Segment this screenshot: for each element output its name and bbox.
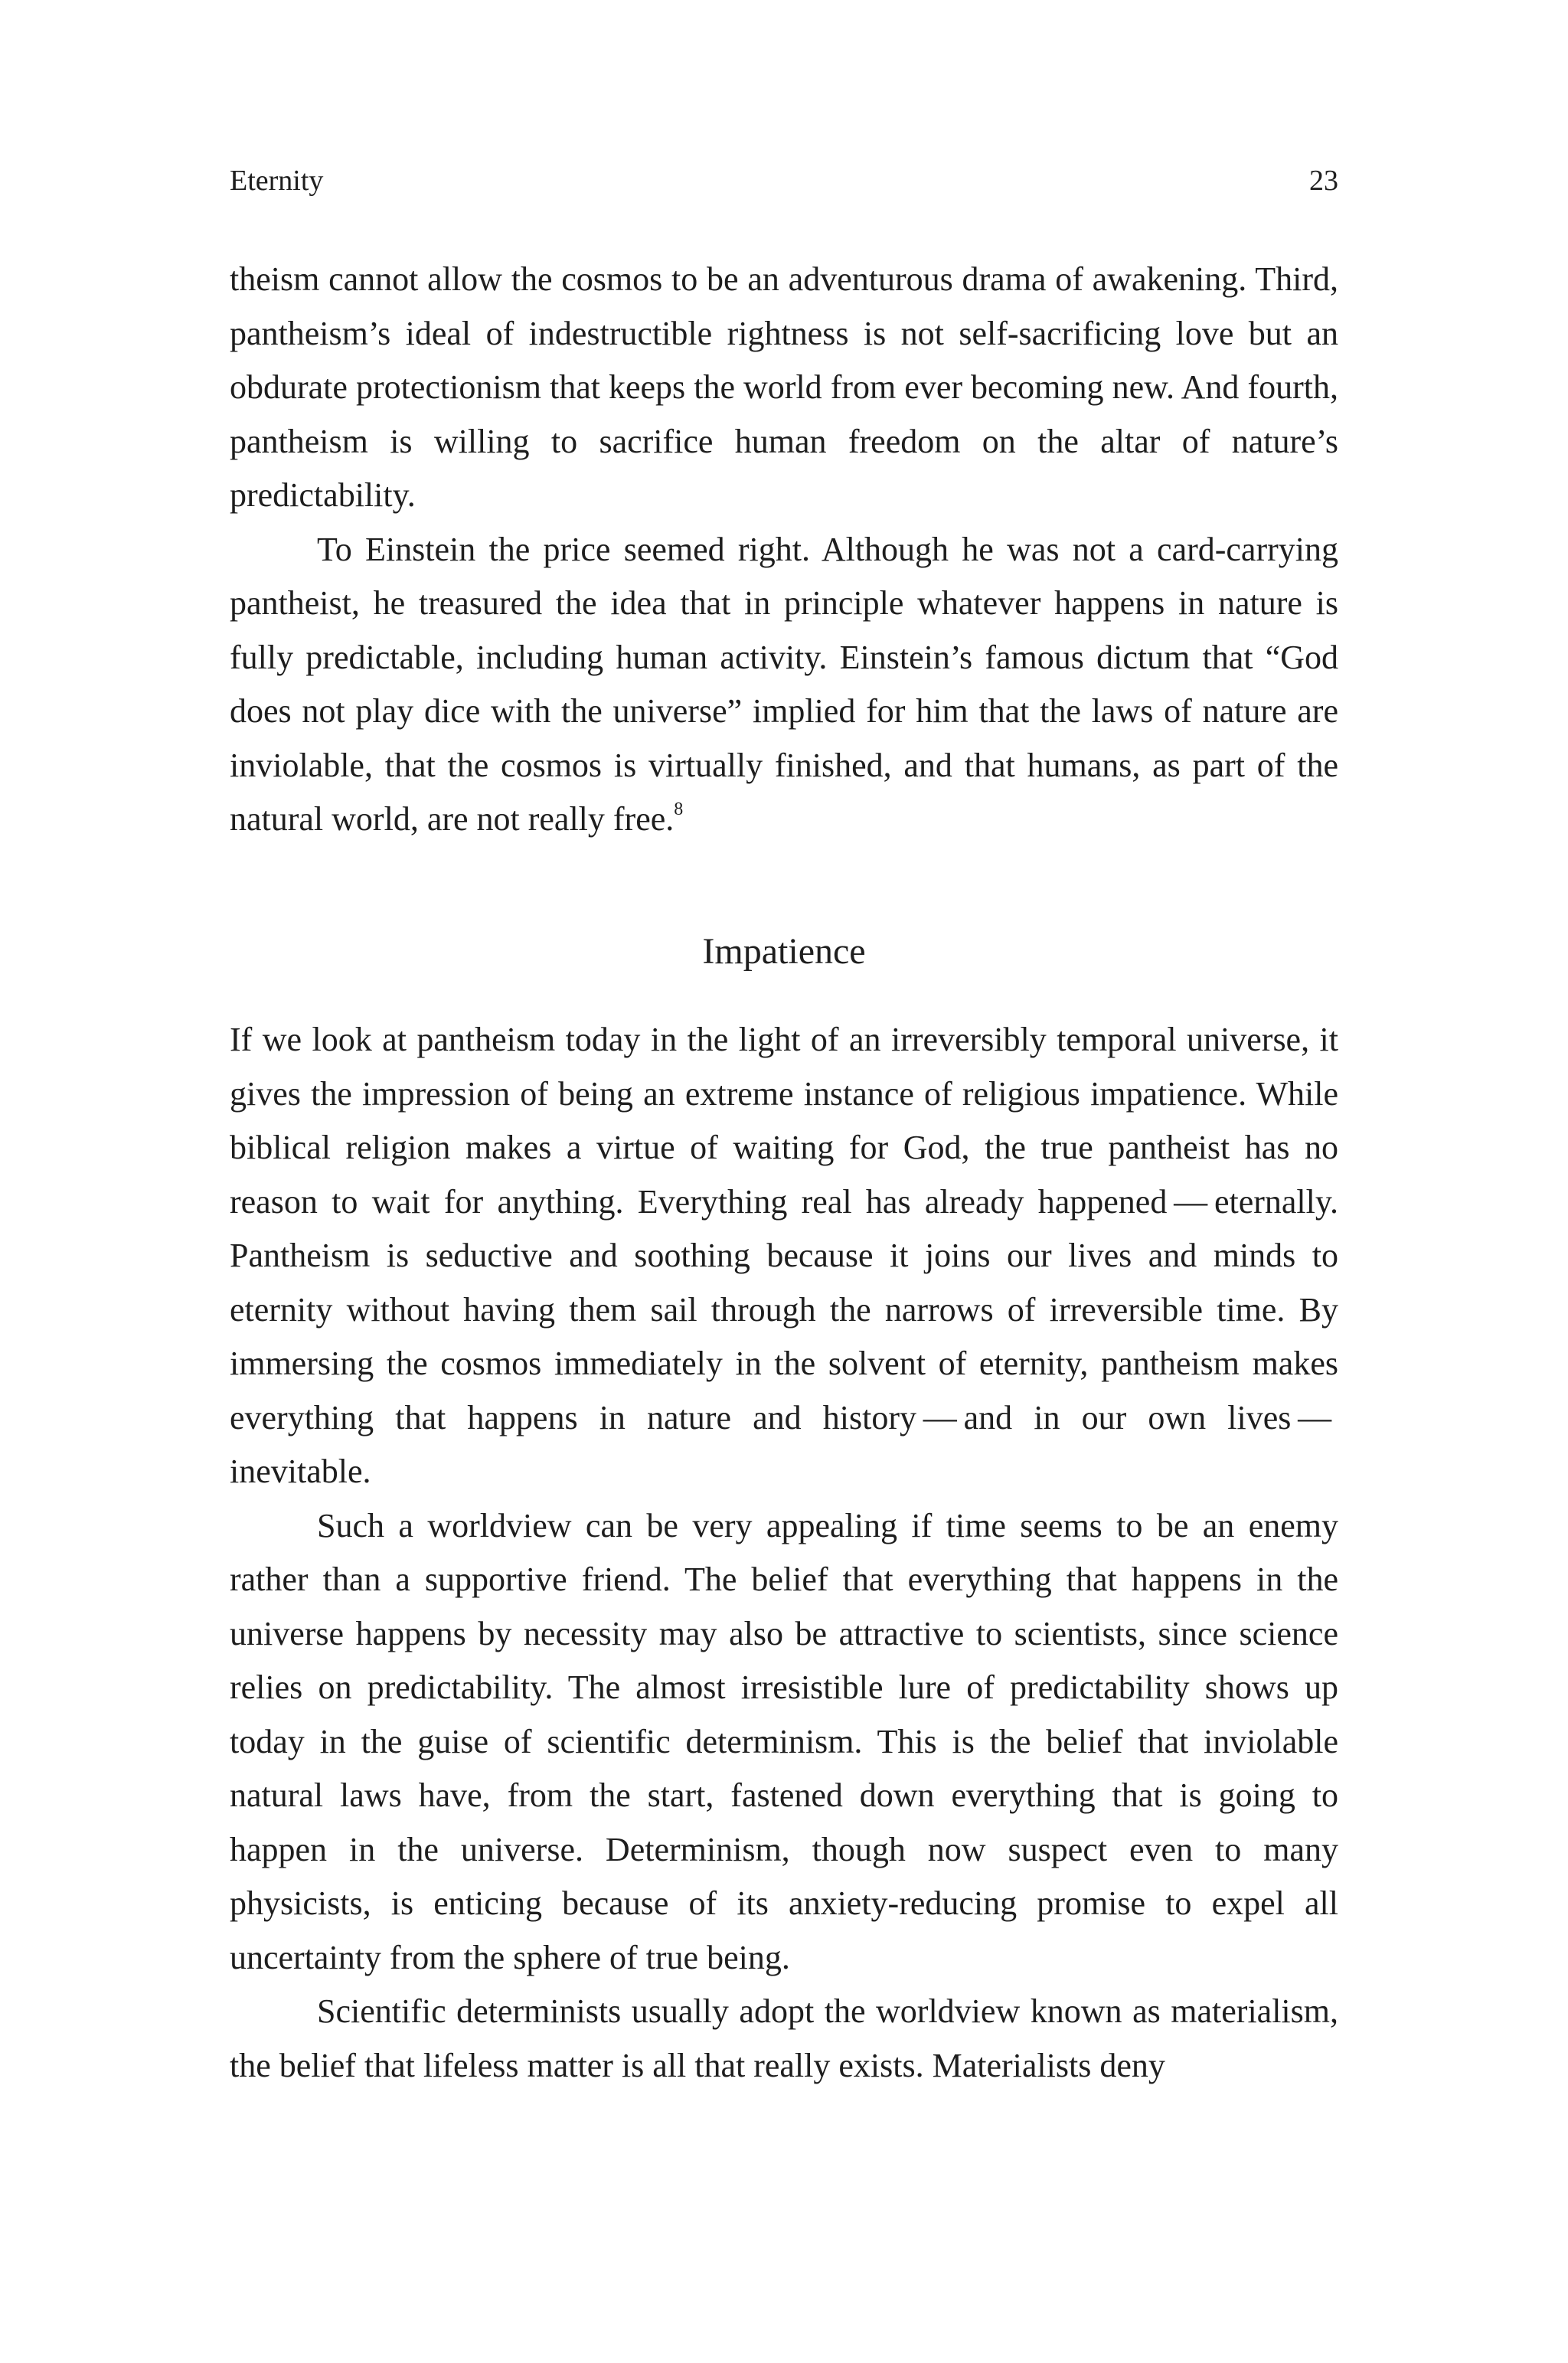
paragraph-continuation xyxy=(230,253,1338,523)
paragraph-text: To Einstein the price seemed right. Although he was not a card-carrying pantheist, he treasured the idea that in principle whatever happens in nature is fully predictable, including human activity. Einstein’s famous dictum that “God does not play dice with the universe” implied for him that the laws of nature are inviolable, that the cosmos is virtually finished, and that humans, as part of the natural world, are not really free. xyxy=(230,530,1338,838)
paragraph-determinists xyxy=(230,1985,1338,2093)
paragraph-text: Such a worldview can be very appealing if time seems to be an enemy rather than a supportive friend. The belief that everything that happens in the universe happens by necessity may also be attractive to scientists, since science relies on predictability. The almost irresistible lure of predictability shows up today in the guise of scientific determinism. This is the belief that inviolable natural laws have, from the start, fastened down everything that is going to happen in the universe. Determinism, though now suspect even to many physicists, is enticing because of its anxiety-reducing promise to expel all uncertainty from the sphere of true being. xyxy=(230,1506,1338,1976)
section-heading: Impatience xyxy=(702,931,866,972)
paragraph-einstein xyxy=(230,523,1338,847)
body-text-after-heading xyxy=(230,1013,1338,2093)
paragraph-text: If we look at pantheism today in the light of an irreversibly temporal universe, it gives the impression of being an extreme instance of religious impatience. While biblical religion makes a virtue of waiting for God, the true pantheist has no reason to wait for anything. Everything real has already happened — eternally. Pantheism is seductive and soothing because it joins our lives and minds to eternity without having them sail through the narrows of irreversible time. By immersing the cosmos immediately in the solvent of eternity, pantheism makes everything that happens in nature and history — and in our own lives — inevitable. xyxy=(230,1021,1338,1490)
paragraph-text: Scientific determinists usually adopt the worldview known as materialism, the belief that lifeless matter is all that really exists. Materialists deny xyxy=(230,1992,1338,2084)
footnote-marker: 8 xyxy=(674,799,684,819)
paragraph-worldview xyxy=(230,1499,1338,1986)
running-head xyxy=(230,159,1338,202)
running-head-title: Eternity xyxy=(230,165,324,197)
paragraph-text: theism cannot allow the cosmos to be an adventurous drama of awakening. Third, pantheism’s ideal of indestructible rightness is not self-sacrificing love but an obdurate protectionism that keeps the world from ever becoming new. And fourth, pantheism is willing to sacrifice human freedom on the altar of nature’s predictability. xyxy=(230,260,1338,514)
body-text-before-heading xyxy=(230,253,1338,847)
page-number: 23 xyxy=(1309,165,1338,197)
paragraph-impatience-opening xyxy=(230,1013,1338,1499)
